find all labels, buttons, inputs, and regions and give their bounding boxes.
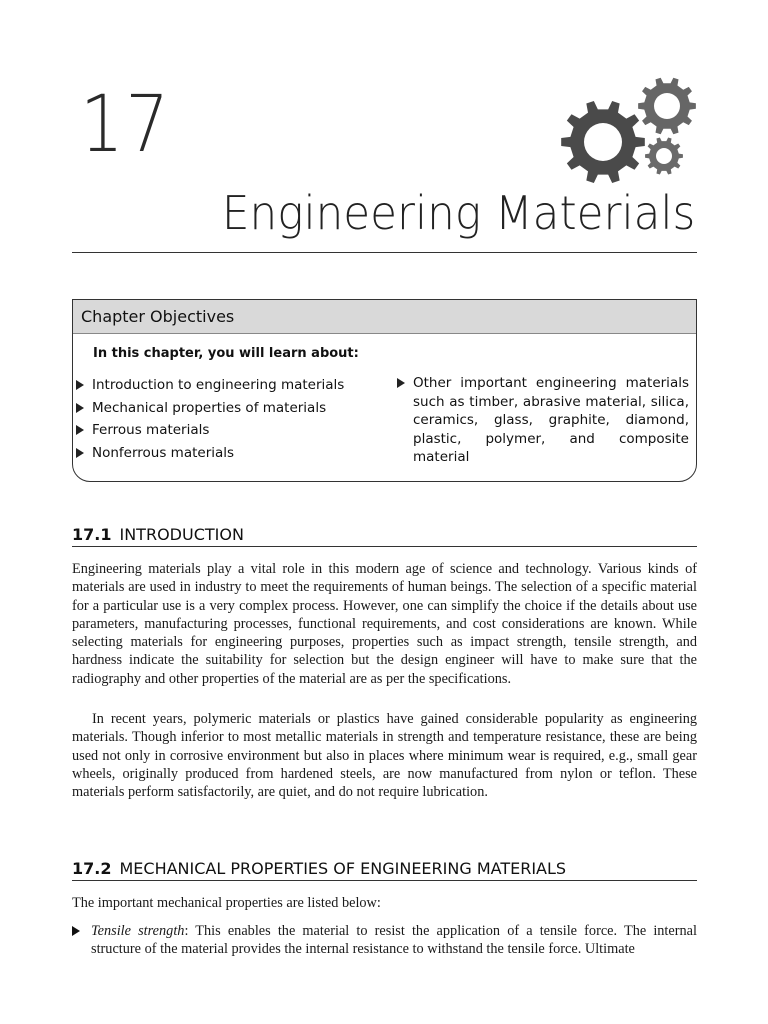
top-gear-icon xyxy=(638,78,696,135)
title-rule xyxy=(72,252,697,253)
property-description: : This enables the material to resist the application of a tensile force. The internal structure of the material provides the internal resistance to withstand the tensile force. Ultimate xyxy=(91,923,697,958)
properties-list xyxy=(72,922,697,959)
objectives-heading: Chapter Objectives xyxy=(73,300,696,334)
section-number: 17.1 xyxy=(72,525,112,544)
objectives-right-list xyxy=(397,374,689,467)
property-term: Tensile strength xyxy=(91,923,185,939)
section-title: MECHANICAL PROPERTIES OF ENGINEERING MATERIALS xyxy=(119,859,567,878)
objective-item: Introduction to engineering materials xyxy=(76,374,376,397)
objectives-intro: In this chapter, you will learn about: xyxy=(93,346,359,361)
section-heading-mechanical-properties xyxy=(72,860,697,881)
objective-item: Other important engineering materials such as timber, abrasive material, silica, ceramics, glass, graphite, diamond, plastic, polymer, and composite material xyxy=(397,374,689,467)
large-gear-icon xyxy=(561,101,645,183)
intro-paragraph-2: In recent years, polymeric materials or plastics have gained considerable popularity as engineering materials. Though inferior to most metallic materials in strength and temperature resistance, these are being used not only in corrosive environment but also in places where minimum wear is required, e.g., small gear wheels, originally produced from hardened steels, are now manufactured from nylon or teflon. These materials perform satisfactorily, are quiet, and do not require lubrication. xyxy=(72,711,697,801)
section-heading-introduction xyxy=(72,526,697,547)
objectives-left-list xyxy=(76,374,376,464)
list-item xyxy=(72,922,697,959)
chapter-number: 17 xyxy=(80,80,171,170)
objective-item: Ferrous materials xyxy=(76,419,376,442)
properties-intro: The important mechanical properties are listed below: xyxy=(72,895,381,911)
triangle-bullet-icon xyxy=(76,380,84,390)
intro-paragraph-1: Engineering materials play a vital role in this modern age of science and technology. Various kinds of materials are used in industry to meet the requirements of human beings. The selection of a specific material for a particular use is a very complex process. However, one can simplify the choice if the details about use parameters, manufacturing processes, functional requirements, and cost considerations are known. While selecting materials for engineering purposes, properties such as impact strength, tensile strength, and hardness indicate the suitability for selection but the design engineer will have to make sure that the radiography and other properties of the material are as per the specifications. xyxy=(72,561,697,687)
section-number: 17.2 xyxy=(72,859,112,878)
small-gear-icon xyxy=(645,137,683,174)
gears-icon xyxy=(560,76,700,186)
objective-item: Mechanical properties of materials xyxy=(76,397,376,420)
triangle-bullet-icon xyxy=(76,425,84,435)
triangle-bullet-icon xyxy=(76,403,84,413)
triangle-bullet-icon xyxy=(72,926,80,936)
chapter-objectives-box xyxy=(72,299,697,482)
chapter-title: Engineering Materials xyxy=(221,186,695,240)
section-title: INTRODUCTION xyxy=(119,525,244,544)
triangle-bullet-icon xyxy=(397,378,405,388)
objective-item: Nonferrous materials xyxy=(76,442,376,465)
triangle-bullet-icon xyxy=(76,448,84,458)
